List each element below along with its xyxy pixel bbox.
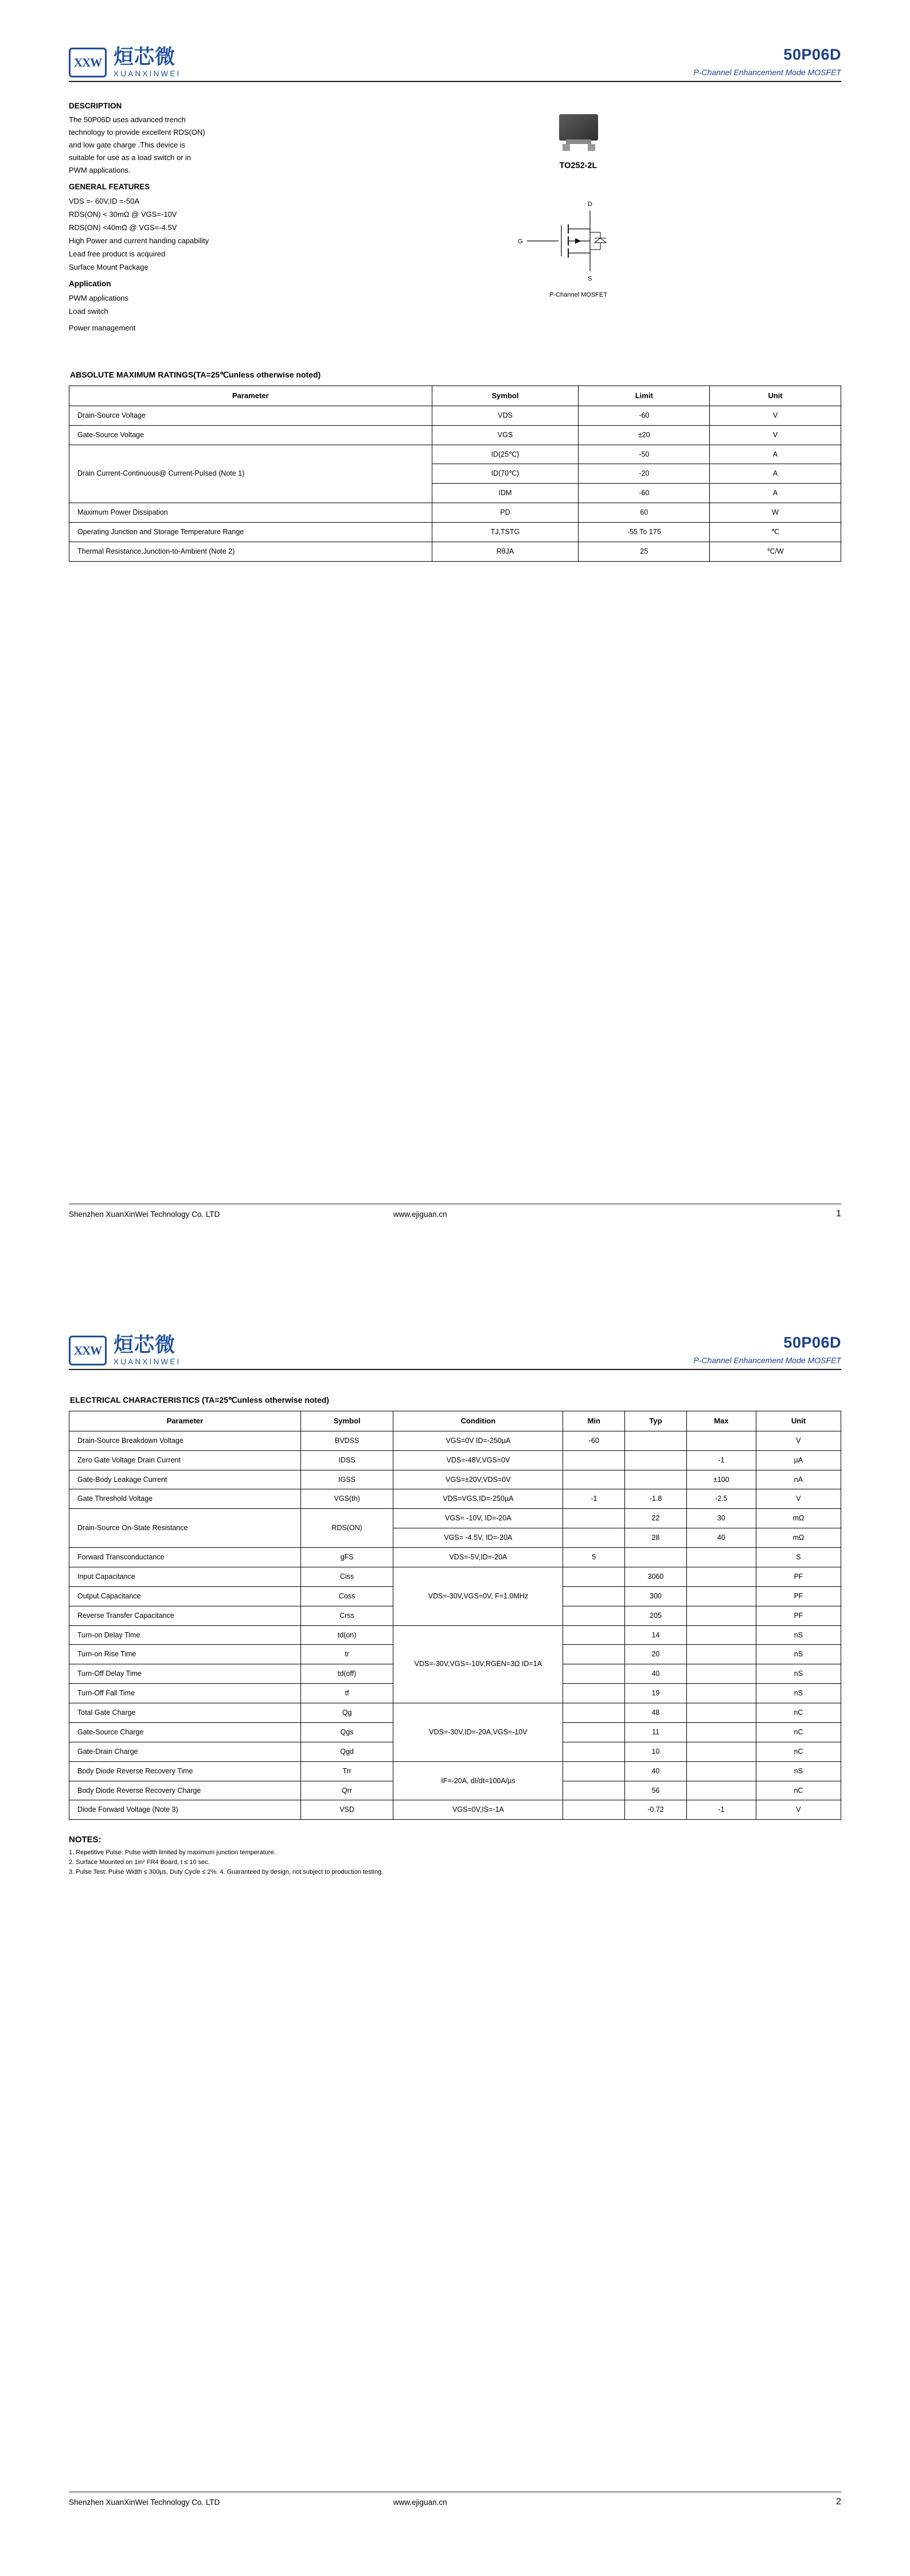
cell-max	[686, 1761, 756, 1781]
col-typ: Typ	[625, 1411, 687, 1431]
cell-unit: A	[710, 445, 841, 464]
page-2	[0, 1288, 910, 2576]
cell-unit: nS	[756, 1645, 841, 1664]
cell-unit: V	[710, 406, 841, 425]
table-row	[69, 1761, 841, 1781]
cell-unit: nC	[756, 1742, 841, 1761]
feature-line: Lead free product is acquired	[69, 250, 166, 259]
cell-max: -1	[686, 1800, 756, 1820]
feature-line: RDS(ON) < 30mΩ @ VGS=-10V	[69, 210, 177, 219]
description-line: PWM applications.	[69, 166, 131, 175]
cell-unit: A	[710, 464, 841, 484]
cell-max	[686, 1742, 756, 1761]
description-line: technology to provide excellent RDS(ON)	[69, 128, 205, 137]
description-line: The 50P06D uses advanced trench	[69, 115, 186, 124]
cell-condition: VGS=0V ID=-250µA	[393, 1431, 563, 1450]
part-number: 50P06D	[783, 46, 841, 63]
document-header	[69, 0, 841, 82]
to252-package-icon	[551, 114, 606, 152]
cell-unit: nC	[756, 1781, 841, 1800]
notes-title: NOTES:	[69, 1835, 101, 1845]
cell-parameter: Forward Transconductance	[69, 1548, 301, 1567]
cell-typ: 14	[625, 1625, 687, 1645]
cell-condition: VDS=-30V,VGS=-10V,RGEN=3Ω ID=1A	[393, 1625, 563, 1703]
package-label: TO252-2L	[559, 161, 597, 171]
cell-unit: PF	[756, 1586, 841, 1606]
cell-symbol: BVDSS	[300, 1431, 393, 1450]
table-row	[69, 425, 841, 445]
cell-unit: nC	[756, 1722, 841, 1742]
page-number: 2	[836, 2497, 841, 2507]
cell-symbol: td(on)	[300, 1625, 393, 1645]
cell-parameter: Body Diode Reverse Recovery Charge	[69, 1781, 301, 1800]
cell-symbol: Qg	[300, 1703, 393, 1723]
cell-symbol: VGS	[432, 425, 579, 445]
cell-symbol: Trr	[300, 1761, 393, 1781]
cell-unit: nS	[756, 1625, 841, 1645]
brand-logo	[69, 45, 181, 78]
cell-min: 5	[563, 1548, 625, 1567]
cell-parameter: Output Capacitance	[69, 1586, 301, 1606]
table-row	[69, 1567, 841, 1586]
pin-label-d: D	[587, 201, 592, 208]
cell-symbol: Coss	[300, 1586, 393, 1606]
cell-unit: A	[710, 484, 841, 503]
cell-min	[563, 1684, 625, 1703]
footer-website: www.ejiguan.cn	[393, 1209, 447, 1219]
cell-condition: VGS= -10V, ID=-20A	[393, 1509, 563, 1528]
cell-min	[563, 1761, 625, 1781]
cell-symbol: VGS(th)	[300, 1489, 393, 1509]
cell-limit: -60	[579, 406, 710, 425]
col-limit: Limit	[579, 386, 710, 406]
cell-symbol: IDSS	[300, 1450, 393, 1470]
cell-symbol: ID(70℃)	[432, 464, 579, 484]
cell-typ: 28	[625, 1528, 687, 1548]
table-row	[69, 542, 841, 561]
cell-unit: mΩ	[756, 1528, 841, 1548]
cell-limit: 60	[579, 503, 710, 523]
cell-parameter: Gate-Source Voltage	[69, 425, 432, 445]
cell-unit: µA	[756, 1450, 841, 1470]
cell-parameter: Drain-Source Breakdown Voltage	[69, 1431, 301, 1450]
cell-min	[563, 1800, 625, 1820]
col-condition: Condition	[393, 1411, 563, 1431]
cell-parameter: Turn-on Rise Time	[69, 1645, 301, 1664]
application-line: Power management	[69, 324, 136, 333]
cell-typ	[625, 1548, 687, 1567]
logo-icon	[69, 1336, 107, 1365]
note-line: 3. Pulse Test: Pulse Width ≤ 300µs, Duty Cycle ≤ 2%. 4. Guaranteed by design, not subject to production testing.	[69, 1869, 384, 1876]
cell-condition: VGS= -4.5V, ID=-20A	[393, 1528, 563, 1548]
brand-name-en: XUANXINWEI	[114, 1357, 181, 1366]
cell-max	[686, 1645, 756, 1664]
cell-typ: 19	[625, 1684, 687, 1703]
cell-parameter: Turn-Off Fall Time	[69, 1684, 301, 1703]
feature-line: VDS =- 60V,ID =-50A	[69, 197, 140, 206]
application-line: PWM applications	[69, 294, 129, 303]
cell-limit: -55 To 175	[579, 523, 710, 542]
cell-condition: VDS=-48V,VGS=0V	[393, 1450, 563, 1470]
cell-parameter: Diode Forward Voltage (Note 3)	[69, 1800, 301, 1820]
brand-name-cn: 烜芯微	[114, 45, 176, 69]
cell-max	[686, 1703, 756, 1723]
cell-parameter: Input Capacitance	[69, 1567, 301, 1586]
cell-unit: mΩ	[756, 1509, 841, 1528]
cell-min: -1	[563, 1489, 625, 1509]
package-drawing	[315, 102, 841, 170]
document-header	[69, 1288, 841, 1370]
abs-max-title: ABSOLUTE MAXIMUM RATINGS(TA=25℃unless otherwise noted)	[70, 370, 321, 380]
cell-symbol: tr	[300, 1645, 393, 1664]
footer-website: www.ejiguan.cn	[393, 2497, 447, 2507]
cell-min	[563, 1470, 625, 1489]
cell-unit: V	[756, 1800, 841, 1820]
cell-max	[686, 1606, 756, 1625]
cell-parameter: Gate-Source Charge	[69, 1722, 301, 1742]
col-min: Min	[563, 1411, 625, 1431]
cell-condition: VDS=-5V,ID=-20A	[393, 1548, 563, 1567]
table-row	[69, 1450, 841, 1470]
page-number: 1	[836, 1209, 841, 1219]
cell-unit: PF	[756, 1567, 841, 1586]
cell-min	[563, 1722, 625, 1742]
cell-max	[686, 1722, 756, 1742]
description-title: DESCRIPTION	[69, 102, 122, 111]
description-line: suitable for use as a load switch or in	[69, 153, 192, 162]
cell-parameter: Turn-Off Delay Time	[69, 1664, 301, 1684]
cell-limit: -50	[579, 445, 710, 464]
cell-typ: 3060	[625, 1567, 687, 1586]
cell-limit: -20	[579, 464, 710, 484]
pin-label-s: S	[587, 275, 592, 283]
cell-parameter: Gate-Drain Charge	[69, 1742, 301, 1761]
footer-company: Shenzhen XuanXinWei Technology Co. LTD	[69, 1209, 220, 1219]
cell-min	[563, 1645, 625, 1664]
cell-max	[686, 1431, 756, 1450]
cell-symbol: Qgs	[300, 1722, 393, 1742]
cell-min	[563, 1528, 625, 1548]
cell-unit: V	[756, 1431, 841, 1450]
note-line: 2. Surface Mounted on 1in² FR4 Board, t ≤ 10 sec.	[69, 1859, 210, 1866]
note-line: 1. Repetitive Pulse: Pulse width limited by maximum junction temperature.	[69, 1849, 276, 1857]
cell-parameter: Gate-Body Leakage Current	[69, 1470, 301, 1489]
cell-symbol: IDM	[432, 484, 579, 503]
cell-parameter: Total Gate Charge	[69, 1703, 301, 1723]
cell-symbol: PD	[432, 503, 579, 523]
cell-symbol: RθJA	[432, 542, 579, 561]
cell-condition: VDS=-30V,VGS=0V, F=1.0MHz	[393, 1567, 563, 1625]
cell-parameter: Maximum Power Dissipation	[69, 503, 432, 523]
cell-typ: 10	[625, 1742, 687, 1761]
cell-unit: nC	[756, 1703, 841, 1723]
col-max: Max	[686, 1411, 756, 1431]
mosfet-symbol-icon	[504, 198, 653, 284]
cell-unit: S	[756, 1548, 841, 1567]
cell-unit: ℃	[710, 523, 841, 542]
cell-typ: -1.8	[625, 1489, 687, 1509]
table-row	[69, 1489, 841, 1509]
cell-max	[686, 1548, 756, 1567]
cell-typ: 20	[625, 1645, 687, 1664]
table-row	[69, 523, 841, 542]
table-header-row	[69, 386, 841, 406]
cell-max	[686, 1664, 756, 1684]
col-symbol: Symbol	[300, 1411, 393, 1431]
col-unit: Unit	[756, 1411, 841, 1431]
cell-symbol: TJ,TSTG	[432, 523, 579, 542]
cell-typ: 40	[625, 1664, 687, 1684]
cell-min: -60	[563, 1431, 625, 1450]
page-footer	[69, 2492, 841, 2507]
mosfet-symbol	[315, 198, 841, 299]
cell-parameter: Gate Threshold Voltage	[69, 1489, 301, 1509]
cell-min	[563, 1742, 625, 1761]
cell-limit: -60	[579, 484, 710, 503]
cell-parameter: Reverse Transfer Capacitance	[69, 1606, 301, 1625]
cell-max: 30	[686, 1509, 756, 1528]
table-row	[69, 1470, 841, 1489]
cell-symbol: ID(25℃)	[432, 445, 579, 464]
cell-min	[563, 1703, 625, 1723]
col-parameter: Parameter	[69, 1411, 301, 1431]
cell-unit: nS	[756, 1761, 841, 1781]
cell-max: -1	[686, 1450, 756, 1470]
cell-typ: 22	[625, 1509, 687, 1528]
description-line: and low gate charge .This device is	[69, 141, 186, 150]
cell-min	[563, 1664, 625, 1684]
cell-unit: nS	[756, 1664, 841, 1684]
footer-company: Shenzhen XuanXinWei Technology Co. LTD	[69, 2497, 220, 2507]
cell-symbol: gFS	[300, 1548, 393, 1567]
table-row	[69, 1509, 841, 1528]
cell-symbol: td(off)	[300, 1664, 393, 1684]
cell-parameter: Turn-on Delay Time	[69, 1625, 301, 1645]
logo-icon	[69, 48, 107, 77]
cell-parameter: Thermal Resistance,Junction-to-Ambient (Note 2)	[69, 542, 432, 561]
table-header-row	[69, 1411, 841, 1431]
cell-parameter: Drain Current-Continuous@ Current-Pulsed (Note 1)	[69, 445, 432, 503]
electrical-characteristics-table	[69, 1411, 841, 1820]
cell-min	[563, 1509, 625, 1528]
cell-unit: V	[710, 425, 841, 445]
cell-symbol: Ciss	[300, 1567, 393, 1586]
symbol-caption: P-Channel MOSFET	[549, 291, 607, 299]
cell-symbol: RDS(ON)	[300, 1509, 393, 1548]
table-row	[69, 1800, 841, 1820]
cell-symbol: Qrr	[300, 1781, 393, 1800]
cell-max: ±100	[686, 1470, 756, 1489]
cell-min	[563, 1781, 625, 1800]
brand-logo	[69, 1333, 181, 1366]
abs-max-table	[69, 386, 841, 562]
col-unit: Unit	[710, 386, 841, 406]
application-title: Application	[69, 279, 111, 289]
logo-text: XXW	[73, 55, 102, 69]
cell-symbol: IGSS	[300, 1470, 393, 1489]
cell-parameter: Operating Junction and Storage Temperature Range	[69, 523, 432, 542]
table-row	[69, 1548, 841, 1567]
cell-typ	[625, 1431, 687, 1450]
cell-unit: ℃/W	[710, 542, 841, 561]
cell-min	[563, 1586, 625, 1606]
cell-condition: IF=-20A, dI/dt=100A/µs	[393, 1761, 563, 1800]
cell-typ: 56	[625, 1781, 687, 1800]
cell-min	[563, 1625, 625, 1645]
cell-parameter: Zero Gate Voltage Drain Current	[69, 1450, 301, 1470]
logo-text: XXW	[73, 1343, 102, 1357]
cell-parameter: Drain-Source Voltage	[69, 406, 432, 425]
cell-typ: 40	[625, 1761, 687, 1781]
elec-title: ELECTRICAL CHARACTERISTICS (TA=25℃unless otherwise noted)	[70, 1395, 329, 1405]
features-title: GENERAL FEATURES	[69, 182, 150, 192]
cell-limit: 25	[579, 542, 710, 561]
cell-typ: 205	[625, 1606, 687, 1625]
cell-condition: VGS=0V,IS=-1A	[393, 1800, 563, 1820]
brand-name-cn: 烜芯微	[114, 1333, 176, 1357]
table-row	[69, 1703, 841, 1723]
pin-label-g: G	[517, 238, 523, 246]
cell-typ: 11	[625, 1722, 687, 1742]
cell-max	[686, 1586, 756, 1606]
table-row	[69, 503, 841, 523]
page-footer	[69, 1204, 841, 1219]
col-parameter: Parameter	[69, 386, 432, 406]
cell-max: 40	[686, 1528, 756, 1548]
cell-symbol: Qgd	[300, 1742, 393, 1761]
col-symbol: Symbol	[432, 386, 579, 406]
cell-unit: nA	[756, 1470, 841, 1489]
table-row	[69, 1431, 841, 1450]
feature-line: Surface Mount Package	[69, 263, 149, 272]
cell-max: -2.5	[686, 1489, 756, 1509]
cell-symbol: Crss	[300, 1606, 393, 1625]
cell-symbol: VSD	[300, 1800, 393, 1820]
cell-unit: W	[710, 503, 841, 523]
table-row	[69, 445, 841, 464]
cell-min	[563, 1606, 625, 1625]
part-number: 50P06D	[783, 1334, 841, 1351]
cell-parameter: Body Diode Reverse Recovery Time	[69, 1761, 301, 1781]
feature-line: High Power and current handing capability	[69, 236, 209, 246]
application-line: Load switch	[69, 307, 108, 316]
brand-name-en: XUANXINWEI	[114, 69, 181, 78]
cell-typ	[625, 1470, 687, 1489]
cell-typ: 300	[625, 1586, 687, 1606]
cell-max	[686, 1781, 756, 1800]
part-subtitle: P-Channel Enhancement Mode MOSFET	[693, 1356, 841, 1365]
cell-unit: V	[756, 1489, 841, 1509]
cell-symbol: tf	[300, 1684, 393, 1703]
cell-min	[563, 1567, 625, 1586]
cell-max	[686, 1684, 756, 1703]
cell-symbol: VDS	[432, 406, 579, 425]
cell-condition: VDS=VGS,ID=-250µA	[393, 1489, 563, 1509]
cell-max	[686, 1567, 756, 1586]
cell-condition: VGS=±20V,VDS=0V	[393, 1470, 563, 1489]
cell-max	[686, 1625, 756, 1645]
table-row	[69, 406, 841, 425]
cell-typ: -0.72	[625, 1800, 687, 1820]
cell-limit: ±20	[579, 425, 710, 445]
feature-line: RDS(ON) <40mΩ @ VGS=-4.5V	[69, 223, 177, 232]
cell-min	[563, 1450, 625, 1470]
cell-condition: VDS=-30V,ID=-20A,VGS=-10V	[393, 1703, 563, 1762]
cell-unit: nS	[756, 1684, 841, 1703]
cell-parameter: Drain-Source On-State Resistance	[69, 1509, 301, 1548]
table-row	[69, 1625, 841, 1645]
intro-section	[69, 102, 841, 334]
cell-typ: 48	[625, 1703, 687, 1723]
cell-typ	[625, 1450, 687, 1470]
part-subtitle: P-Channel Enhancement Mode MOSFET	[693, 68, 841, 77]
cell-unit: PF	[756, 1606, 841, 1625]
